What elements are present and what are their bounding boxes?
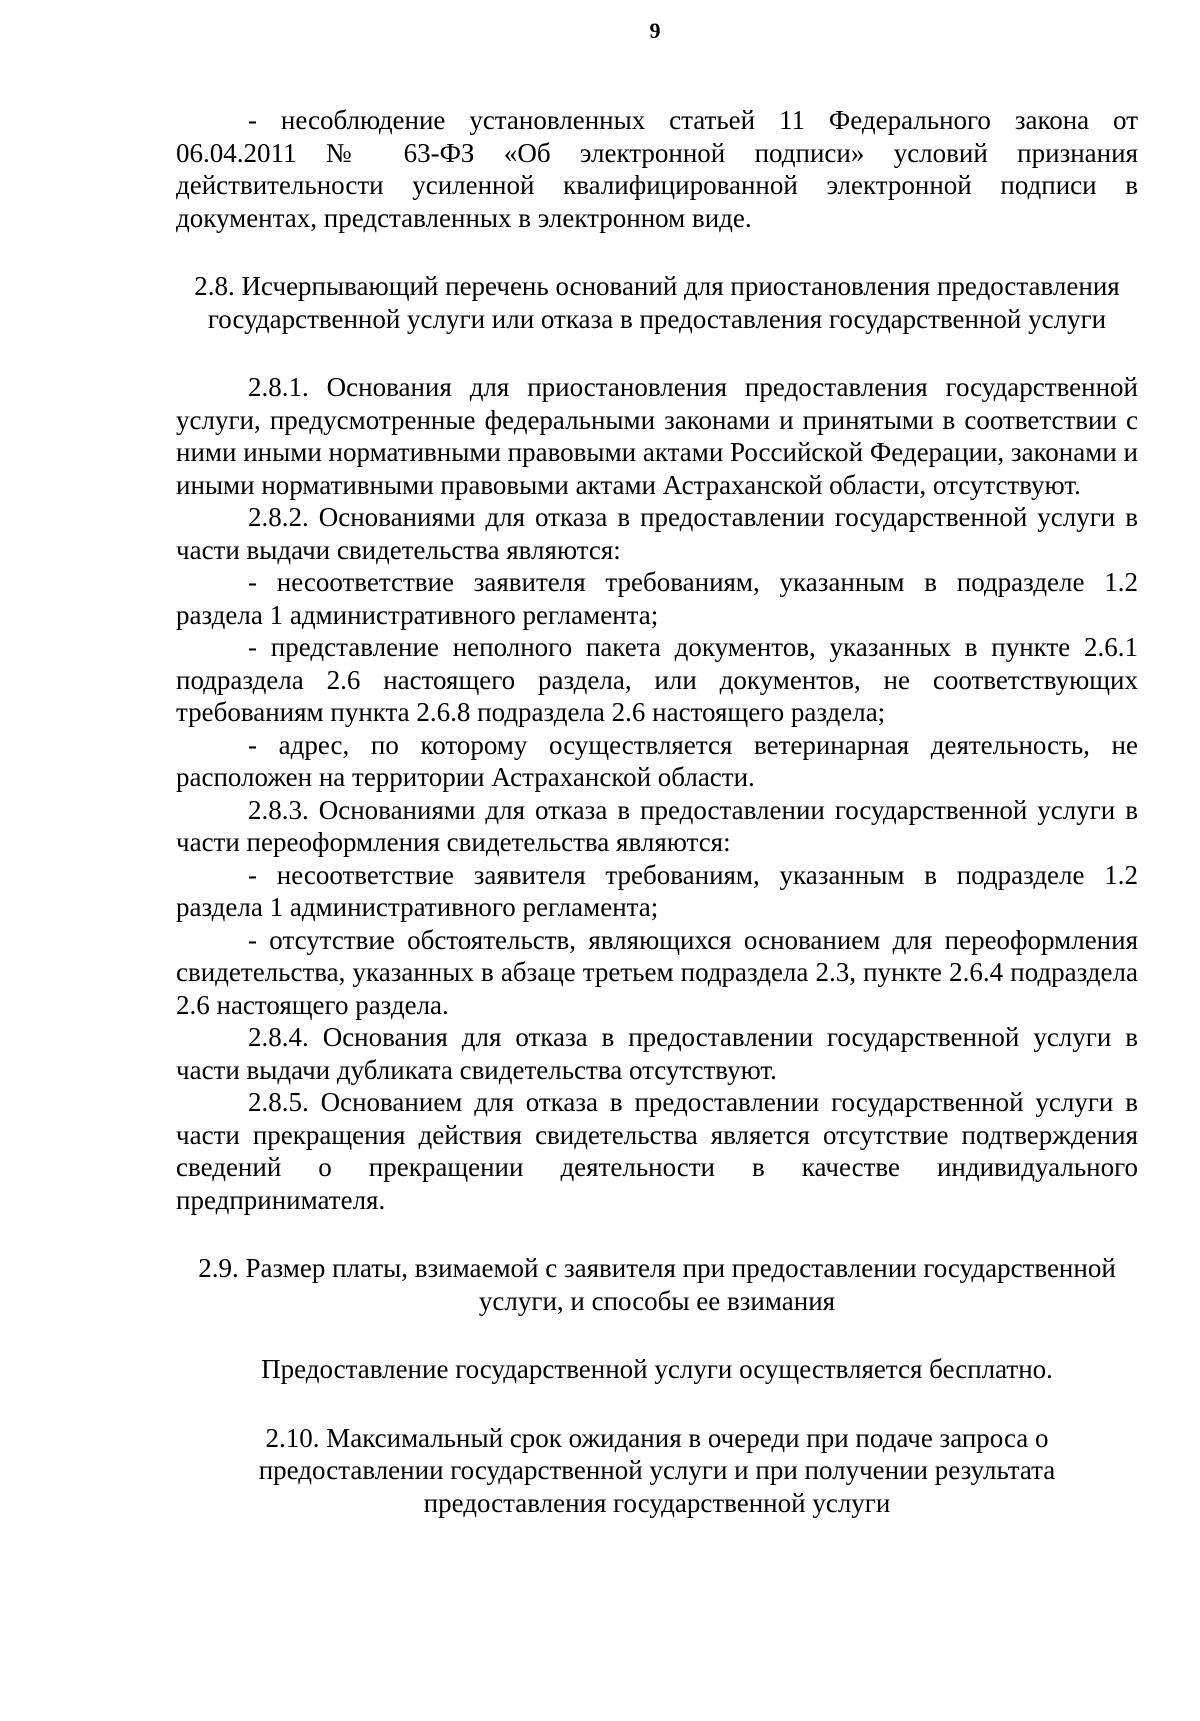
spacer bbox=[176, 1317, 1138, 1353]
page-number: 9 bbox=[649, 18, 661, 43]
list-item-requirements-mismatch: - несоответствие заявителя требованиям, указанным в подразделе 1.2 раздела 1 административного регламента; bbox=[176, 567, 1138, 630]
section-heading-2-8: 2.8. Исчерпывающий перечень оснований для приостановления предоставления государственной услуги или отказа в предоставления государственной услуги bbox=[194, 271, 1120, 334]
spacer bbox=[176, 1216, 1138, 1252]
list-item-no-grounds-reissue: - отсутствие обстоятельств, являющихся основанием для переоформления свидетельства, указанных в абзаце третьем подраздела 2.3, пункте 2.6.4 подраздела 2.6 настоящего раздела. bbox=[176, 924, 1138, 1020]
list-item-requirements-mismatch-2: - несоответствие заявителя требованиям, указанным в подразделе 1.2 раздела 1 административного регламента; bbox=[176, 859, 1138, 922]
paragraph-2-8-1: 2.8.1. Основания для приостановления предоставления государственной услуги, предусмотренные федеральными законами и принятыми в соответствии с ними иными нормативными правовыми актами Российской Федерации, законами и иными нормативными правовыми актами Астраханской области, отсутствуют. bbox=[176, 372, 1138, 500]
paragraph-2-8-5: 2.8.5. Основанием для отказа в предоставлении государственной услуги в части прекращения действия свидетельства является отсутствие подтверждения сведений о прекращении деятельности в качестве индивидуального предпринимателя. bbox=[176, 1087, 1138, 1215]
section-heading-2-10: 2.10. Максимальный срок ожидания в очереди при подаче запроса о предоставлении государственной услуги и при получении результата предоставления государственной услуги bbox=[258, 1422, 1056, 1518]
free-of-charge-statement: Предоставление государственной услуги осуществляется бесплатно. bbox=[261, 1354, 1053, 1384]
document-body bbox=[176, 104, 1138, 1519]
spacer bbox=[176, 1386, 1138, 1422]
section-heading-2-9: 2.9. Размер платы, взимаемой с заявителя при предоставлении государственной услуги, и способы ее взимания bbox=[198, 1253, 1116, 1316]
spacer bbox=[176, 234, 1138, 270]
list-item-address-outside-region: - адрес, по которому осуществляется ветеринарная деятельность, не расположен на территории Астраханской области. bbox=[176, 729, 1138, 792]
list-item-incomplete-documents: - представление неполного пакета документов, указанных в пункте 2.6.1 подраздела 2.6 настоящего раздела, или документов, не соответствующих требованиям пункта 2.6.8 подраздела 2.6 настоящего раздела; bbox=[176, 632, 1138, 727]
paragraph-2-8-2: 2.8.2. Основаниями для отказа в предоставлении государственной услуги в части выдачи свидетельства являются: bbox=[176, 502, 1138, 565]
paragraph-signature-violation: - несоблюдение установленных статьей 11 Федерального закона от 06.04.2011 № 63-ФЗ «Об электронной подписи» условий признания действительности усиленной квалифицированной электронной подписи в документах, представленных в электронном виде. bbox=[176, 105, 1138, 233]
paragraph-2-8-3: 2.8.3. Основаниями для отказа в предоставлении государственной услуги в части переоформления свидетельства являются: bbox=[176, 794, 1138, 857]
spacer bbox=[176, 335, 1138, 371]
paragraph-2-8-4: 2.8.4. Основания для отказа в предоставлении государственной услуги в части выдачи дубликата свидетельства отсутствуют. bbox=[176, 1022, 1138, 1085]
